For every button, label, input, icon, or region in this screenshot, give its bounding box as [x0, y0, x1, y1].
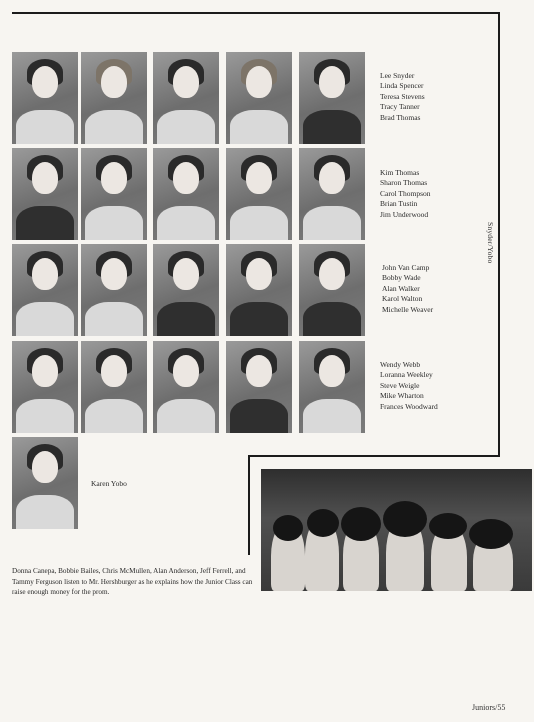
portrait-photo — [153, 244, 219, 336]
student-name: Teresa Stevens — [380, 91, 425, 101]
name-list — [380, 71, 425, 123]
portrait-photo — [226, 148, 292, 240]
student-name: Linda Spencer — [380, 81, 424, 91]
student-name: Michelle Weaver — [382, 304, 434, 314]
student-name: Kim Thomas — [380, 168, 420, 177]
portrait-photo — [226, 244, 292, 336]
portrait-photo — [12, 341, 78, 433]
student-name: Mike Wharton — [380, 391, 424, 401]
portrait-photo — [81, 148, 147, 240]
portrait-photo — [81, 341, 147, 433]
student-name: Sharon Thomas — [380, 178, 428, 188]
portrait-photo — [226, 52, 292, 144]
student-name: Jim Underwood — [380, 209, 429, 219]
portrait-photo — [12, 52, 78, 144]
page-folio: Juniors/55 — [472, 703, 506, 712]
portrait-photo — [153, 52, 219, 144]
student-name: Lee Snyder — [380, 71, 415, 80]
portrait-photo — [12, 244, 78, 336]
student-name: Carol Thompson — [380, 188, 431, 198]
portrait-photo — [153, 148, 219, 240]
student-name: Steve Weigle — [380, 380, 420, 390]
portrait-photo — [299, 52, 365, 144]
frame-right-rule — [498, 12, 500, 456]
frame-top-rule — [12, 12, 500, 14]
student-name: Loranna Weekley — [380, 370, 433, 380]
portrait-photo — [299, 148, 365, 240]
portrait-photo — [81, 52, 147, 144]
student-name: Brad Thomas — [380, 112, 421, 122]
portrait-photo — [299, 341, 365, 433]
student-name: Alan Walker — [382, 283, 420, 293]
student-name: Wendy Webb — [380, 360, 421, 369]
student-name: John Van Camp — [382, 263, 430, 272]
portrait-photo — [12, 437, 78, 529]
name-list — [380, 360, 438, 412]
portrait-photo — [153, 341, 219, 433]
portrait-photo — [299, 244, 365, 336]
name-list — [380, 168, 431, 220]
portrait-photo — [12, 148, 78, 240]
student-name: Frances Woodward — [380, 401, 438, 411]
name-list — [91, 479, 127, 489]
student-name: Karol Walton — [382, 294, 423, 304]
student-name: Brian Tustin — [380, 199, 418, 209]
frame-drop-rule — [248, 455, 250, 555]
photo-caption: Donna Canepa, Bobbie Bailes, Chris McMullen, Alan Anderson, Jeff Ferrell, and Tammy Ferguson listen to Mr. Hershburger as he explains how the Junior Class can raise enough money for the prom. — [12, 567, 253, 597]
name-list — [382, 263, 433, 315]
portrait-photo — [81, 244, 147, 336]
student-name: Bobby Wade — [382, 273, 421, 283]
student-name: Tracy Tanner — [380, 102, 420, 112]
section-side-label: Snyder/Yobo — [486, 222, 495, 264]
portrait-photo — [226, 341, 292, 433]
candid-photo — [261, 469, 532, 591]
student-name: Karen Yobo — [91, 479, 127, 488]
frame-bottom-rule — [248, 455, 500, 457]
